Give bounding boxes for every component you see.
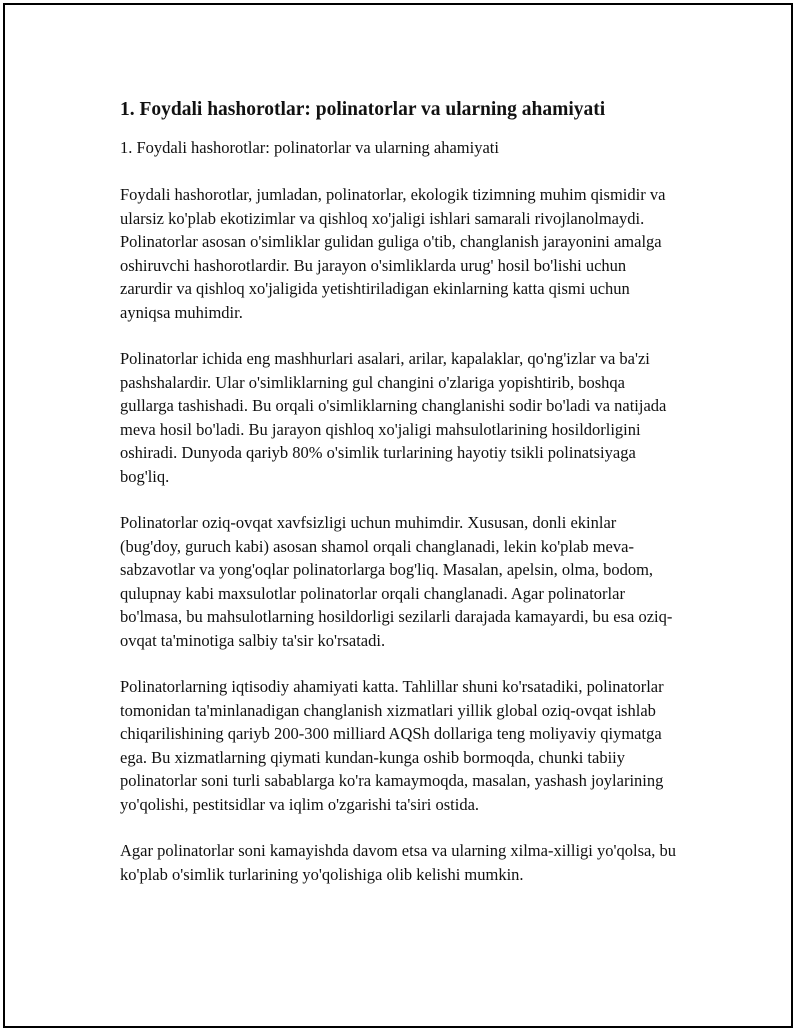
document-content (120, 98, 680, 909)
paragraph-decline-consequences: Agar polinatorlar soni kamayishda davom etsa va ularning xilma-xilligi yo'qolsa, bu ko'plab o'simlik turlarining yo'qolishiga olib kelishi mumkin. (120, 841, 677, 884)
section-subheading: 1. Foydali hashorotlar: polinatorlar va ularning ahamiyati (120, 138, 499, 157)
document-page (3, 3, 793, 1028)
document-heading: 1. Foydali hashorotlar: polinatorlar va ularning ahamiyati (120, 99, 606, 120)
paragraph-intro: Foydali hashorotlar, jumladan, polinatorlar, ekologik tizimning muhim qismidir va ularsiz ko'plab ekotizimlar va qishloq xo'jaligi ishlari samarali rivojlanolmaydi. Polinatorlar asosan o'simliklar gulidan guliga o'tib, changlanish jarayonini amalga oshiruvchi hashorotlardir. Bu jarayon o'simliklarda urug' hosil bo'lishi uchun zarurdir va qishloq xo'jaligida yetishtiriladigan ekinlarning katta qismi uchun ayniqsa muhimdir. (120, 185, 666, 322)
paragraph-economic-value: Polinatorlarning iqtisodiy ahamiyati katta. Tahlillar shuni ko'rsatadiki, polinatorlar tomonidan ta'minlanadigan changlanish xizmatlari yillik global oziq-ovqat ishlab chiqarilishining qariyb 200-300 milliard AQSh dollariga teng moliyaviy qiymatga ega. Bu xizmatlarning qiymati kundan-kunga oshib bormoqda, chunki tabiiy polinatorlar soni turli sabablarga ko'ra kamaymoqda, masalan, yashash joylarining yo'qolishi, pestitsidlar va iqlim o'zgarishi ta'siri ostida. (120, 677, 664, 814)
paragraph-pollinator-types: Polinatorlar ichida eng mashhurlari asalari, arilar, kapalaklar, qo'ng'izlar va ba'zi pashshalardir. Ular o'simliklarning gul changini o'zlariga yopishtirib, boshqa gullarga tashishadi. Bu orqali o'simliklarning changlanishi sodir bo'ladi va natijada meva hosil bo'ladi. Bu jarayon qishloq xo'jaligi mahsulotlarining hosildorligini oshiradi. Dunyoda qariyb 80% o'simlik turlarining hayotiy tsikli polinatsiyaga bog'liq. (120, 349, 667, 486)
paragraph-food-security: Polinatorlar oziq-ovqat xavfsizligi uchun muhimdir. Xususan, donli ekinlar (bug'doy, guruch kabi) asosan shamol orqali changlanadi, lekin ko'plab meva-sabzavotlar va yong'oqlar polinatorlarga bog'liq. Masalan, apelsin, olma, bodom, qulupnay kabi maxsulotlar polinatorlar orqali changlanadi. Agar polinatorlar bo'lmasa, bu mahsulotlarning hosildorligi sezilarli darajada kamayardi, bu esa oziq-ovqat ta'minotiga salbiy ta'sir ko'rsatadi. (120, 513, 673, 650)
